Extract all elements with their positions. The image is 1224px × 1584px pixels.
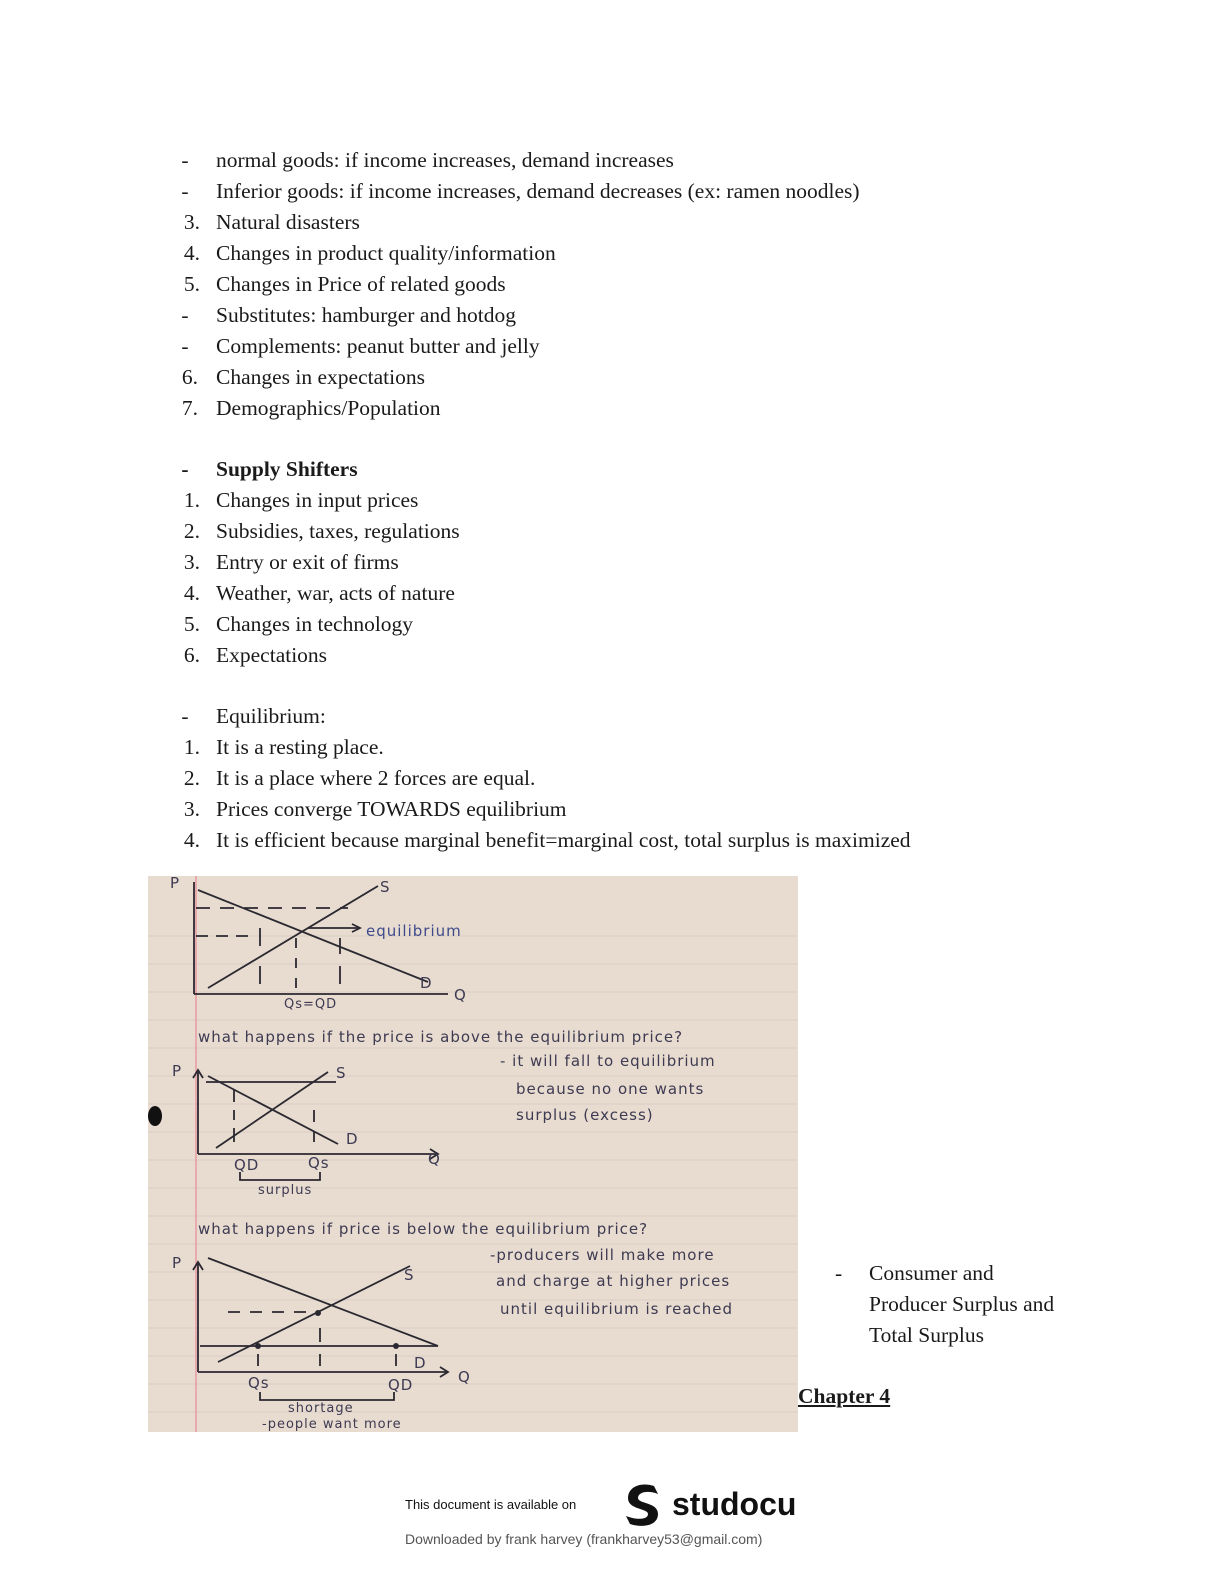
list-item-marker: 4. [183, 581, 200, 605]
graph1-p-label: P [170, 876, 181, 892]
list-item-marker: 3. [183, 797, 200, 821]
graph2-d-label: D [346, 1130, 359, 1148]
list-item-marker: - [181, 303, 189, 327]
studocu-brand-text: studocu [672, 1486, 797, 1522]
graph3-note-label: -people want more [262, 1417, 402, 1432]
notes-drawing [148, 876, 798, 1432]
list-item-text: Demographics/Population [216, 396, 441, 420]
footer-downloaded-text: Downloaded by frank harvey (frankharvey53@gmail.com) [405, 1531, 763, 1547]
list-item-text: It is a place where 2 forces are equal. [216, 766, 536, 790]
list-item-marker: 4. [183, 241, 200, 265]
question-below-equilibrium: what happens if price is below the equilibrium price? [198, 1220, 649, 1238]
list-item-marker: 2. [183, 519, 200, 543]
graph2-q-label: Q [428, 1150, 441, 1168]
list-item-text: Changes in technology [216, 612, 414, 636]
list-item-text: Inferior goods: if income increases, demand decreases (ex: ramen noodles) [216, 179, 860, 203]
list-item-text: Supply Shifters [216, 457, 358, 481]
studocu-logo[interactable] [620, 1480, 820, 1528]
graph3-q-label: Q [458, 1368, 471, 1386]
question-above-equilibrium: what happens if the price is above the equilibrium price? [198, 1028, 684, 1046]
list-item-marker: 6. [183, 643, 200, 667]
graph2-surplus-label: surplus [258, 1183, 313, 1198]
graph1-q-label: Q [454, 986, 467, 1004]
list-item-marker: 4. [183, 828, 200, 852]
graph1-equilibrium-label: equilibrium [366, 922, 462, 940]
list-item-text: Changes in Price of related goods [216, 272, 506, 296]
graph3-qs-label: Qs [248, 1374, 270, 1392]
graph3-qd-label: QD [388, 1376, 414, 1394]
list-item-text: It is a resting place. [216, 735, 384, 759]
list-item-text: It is efficient because marginal benefit=marginal cost, total surplus is maximized [216, 828, 911, 852]
list-item-marker: 3. [183, 210, 200, 234]
list-item-marker: - [181, 179, 189, 203]
graph3-d-label: D [414, 1354, 427, 1372]
side-item-marker: - [835, 1261, 843, 1285]
list-item-marker: - [181, 457, 189, 481]
list-item-marker: - [181, 334, 189, 358]
list-item-marker: - [181, 148, 189, 172]
list-item-text: normal goods: if income increases, demand increases [216, 148, 674, 172]
graph2-qs-label: Qs [308, 1154, 330, 1172]
list-item-marker: 5. [183, 272, 200, 296]
list-item-marker: 3. [183, 550, 200, 574]
graph3-p-label: P [172, 1254, 183, 1272]
graph3-s-label: S [404, 1266, 415, 1284]
list-item-text: Changes in input prices [216, 488, 419, 512]
list-item-marker: 2. [183, 766, 200, 790]
list-item-marker: - [181, 704, 189, 728]
answer2-line2: and charge at higher prices [496, 1272, 731, 1290]
list-item-text: Entry or exit of firms [216, 550, 399, 574]
graph2-qd-label: QD [234, 1156, 260, 1174]
graph1-d-label: D [420, 974, 433, 992]
list-item-text: Prices converge TOWARDS equilibrium [216, 797, 567, 821]
list-item-text: Natural disasters [216, 210, 360, 234]
studocu-logo-icon [620, 1480, 666, 1528]
chapter-heading: Chapter 4 [798, 1384, 891, 1408]
list-item-text: Substitutes: hamburger and hotdog [216, 303, 516, 327]
answer2-line3: until equilibrium is reached [500, 1300, 734, 1318]
list-item-text: Changes in expectations [216, 365, 425, 389]
graph2-p-label: P [172, 1062, 183, 1080]
handwritten-notes-photo [148, 876, 798, 1432]
answer1-line1: - it will fall to equilibrium [500, 1052, 716, 1070]
list-item-marker: 1. [183, 735, 200, 759]
side-item-text: Consumer and Producer Surplus and Total Surplus [869, 1261, 1055, 1347]
footer-available-text: This document is available on [405, 1497, 577, 1512]
list-item-text: Equilibrium: [216, 704, 326, 728]
list-item-text: Complements: peanut butter and jelly [216, 334, 540, 358]
answer1-line2: because no one wants [516, 1080, 705, 1098]
list-item-text: Subsidies, taxes, regulations [216, 519, 460, 543]
list-item-text: Expectations [216, 643, 328, 667]
graph1-qsqd-label: Qs=QD [284, 997, 338, 1012]
answer1-line3: surplus (excess) [516, 1106, 654, 1124]
list-item-text: Changes in product quality/information [216, 241, 556, 265]
list-item-text: Weather, war, acts of nature [216, 581, 455, 605]
list-item-marker: 5. [183, 612, 200, 636]
graph3-shortage-label: shortage [288, 1401, 354, 1416]
answer2-line1: -producers will make more [490, 1246, 715, 1264]
list-item-marker: 7. [181, 396, 198, 420]
graph2-s-label: S [336, 1064, 347, 1082]
list-item-marker: 1. [183, 488, 200, 512]
list-item-marker: 6. [181, 365, 198, 389]
graph1-s-label: S [380, 878, 391, 896]
